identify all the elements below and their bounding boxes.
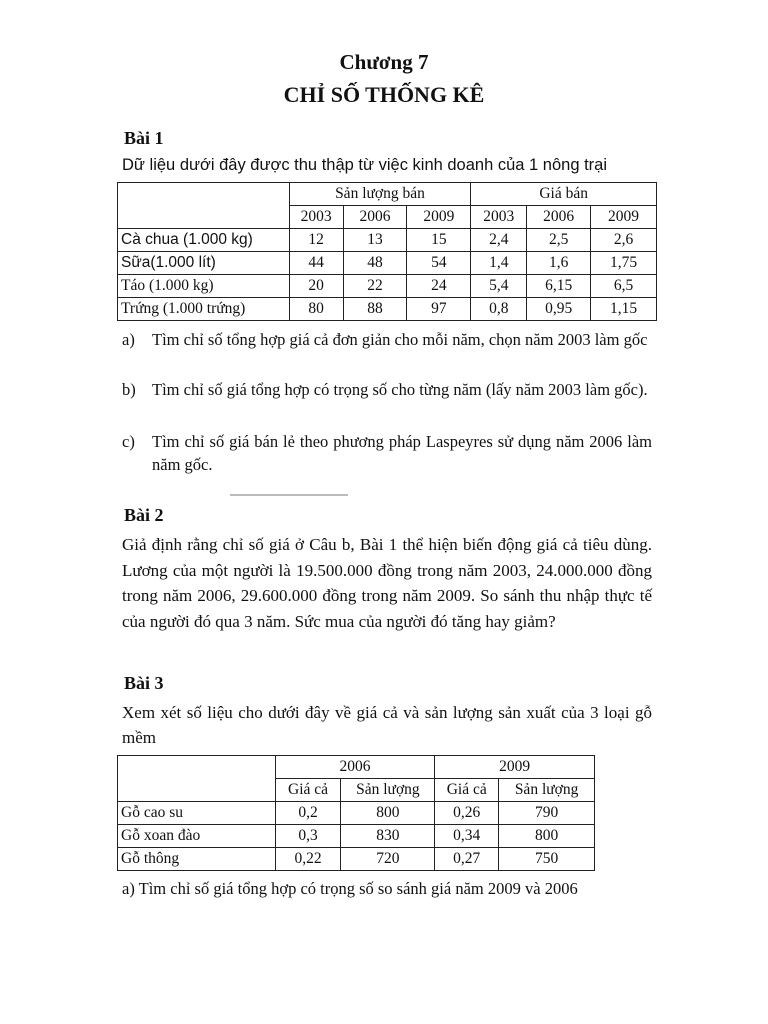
table-cell: 80 bbox=[289, 298, 343, 321]
table-cell: 22 bbox=[343, 275, 407, 298]
bai1-question-c bbox=[122, 430, 652, 476]
question-label: b) bbox=[122, 380, 136, 399]
table-cell: 13 bbox=[343, 229, 407, 252]
column-header: Giá cả bbox=[435, 779, 499, 802]
year-header: 2006 bbox=[343, 206, 407, 229]
table-cell: 1,6 bbox=[527, 252, 591, 275]
table-cell: 800 bbox=[341, 802, 435, 825]
table-cell: 0,8 bbox=[471, 298, 527, 321]
table-cell: 0,26 bbox=[435, 802, 499, 825]
bai1-heading: Bài 1 bbox=[124, 128, 164, 148]
table-row bbox=[118, 252, 657, 275]
year-header: 2009 bbox=[591, 206, 657, 229]
row-label: Trứng (1.000 trứng) bbox=[118, 298, 290, 321]
table-cell: 2,4 bbox=[471, 229, 527, 252]
table-row bbox=[118, 848, 595, 871]
bai3-table bbox=[117, 755, 595, 871]
bai1-question-a bbox=[122, 328, 652, 351]
bai3-question-a: a) Tìm chỉ số giá tổng hợp có trọng số so sánh giá năm 2009 và 2006 bbox=[122, 879, 578, 898]
year-header: 2003 bbox=[471, 206, 527, 229]
bai1-intro: Dữ liệu dưới đây được thu thập từ việc kinh doanh của 1 nông trại bbox=[122, 156, 608, 174]
bai3-intro: Xem xét số liệu cho dưới đây về giá cả và sản lượng sản xuất của 3 loại gỗ mềm bbox=[122, 703, 652, 747]
table-cell: 1,15 bbox=[591, 298, 657, 321]
bai2-heading: Bài 2 bbox=[124, 505, 164, 525]
table-cell: 5,4 bbox=[471, 275, 527, 298]
question-label: c) bbox=[122, 432, 135, 451]
column-header: Giá cả bbox=[275, 779, 341, 802]
table-cell: 0,34 bbox=[435, 825, 499, 848]
table-cell: 1,4 bbox=[471, 252, 527, 275]
table-cell: 0,3 bbox=[275, 825, 341, 848]
bai1-question-b bbox=[122, 378, 652, 401]
column-header: Sản lượng bbox=[341, 779, 435, 802]
table-cell: 0,22 bbox=[275, 848, 341, 871]
row-label: Cà chua (1.000 kg) bbox=[118, 229, 290, 252]
table-cell: 720 bbox=[341, 848, 435, 871]
table-cell: 2,6 bbox=[591, 229, 657, 252]
table-cell: 24 bbox=[407, 275, 471, 298]
year-header: 2006 bbox=[527, 206, 591, 229]
table-cell: 1,75 bbox=[591, 252, 657, 275]
table-row bbox=[118, 298, 657, 321]
table-row bbox=[118, 229, 657, 252]
group-header-2009: 2009 bbox=[435, 756, 595, 779]
row-label: Gỗ thông bbox=[118, 848, 276, 871]
year-header: 2003 bbox=[289, 206, 343, 229]
question-label: a) bbox=[122, 330, 135, 349]
table-cell: 0,27 bbox=[435, 848, 499, 871]
row-label: Táo (1.000 kg) bbox=[118, 275, 290, 298]
table-cell: 48 bbox=[343, 252, 407, 275]
question-text: Tìm chỉ số tổng hợp giá cả đơn giản cho mỗi năm, chọn năm 2003 làm gốc bbox=[152, 330, 648, 349]
table-row bbox=[118, 275, 657, 298]
bai2-text: Giả định rằng chỉ số giá ở Câu b, Bài 1 thể hiện biến động giá cả tiêu dùng. Lương của một người là 19.500.000 đồng trong năm 2003, 24.000.000 đồng trong năm 2006, 29.600.000 đồng trong năm 2009. So sánh thu nhập thực tế của người đó qua 3 năm. Sức mua của người đó tăng hay giảm? bbox=[122, 535, 652, 631]
table-cell: 800 bbox=[499, 825, 595, 848]
section-divider bbox=[230, 494, 348, 496]
chapter-title: CHỈ SỐ THỐNG KÊ bbox=[283, 82, 485, 107]
bai1-table bbox=[117, 182, 657, 321]
table-cell: 750 bbox=[499, 848, 595, 871]
table-cell: 2,5 bbox=[527, 229, 591, 252]
row-label: Gỗ cao su bbox=[118, 802, 276, 825]
table-cell: 12 bbox=[289, 229, 343, 252]
row-label: Gỗ xoan đào bbox=[118, 825, 276, 848]
table-row bbox=[118, 802, 595, 825]
table-cell: 15 bbox=[407, 229, 471, 252]
table-corner-cell bbox=[118, 183, 290, 229]
table-cell: 97 bbox=[407, 298, 471, 321]
chapter-label: Chương 7 bbox=[339, 50, 429, 74]
bai3-heading: Bài 3 bbox=[124, 673, 164, 693]
question-text: Tìm chỉ số giá tổng hợp có trọng số cho từng năm (lấy năm 2003 làm gốc). bbox=[152, 380, 648, 399]
table-cell: 790 bbox=[499, 802, 595, 825]
question-text: Tìm chỉ số giá bán lẻ theo phương pháp Laspeyres sử dụng năm 2006 làm năm gốc. bbox=[152, 432, 652, 474]
table-cell: 6,5 bbox=[591, 275, 657, 298]
column-header: Sản lượng bbox=[499, 779, 595, 802]
table-cell: 0,2 bbox=[275, 802, 341, 825]
group-header-quantity: Sản lượng bán bbox=[289, 183, 471, 206]
table-cell: 6,15 bbox=[527, 275, 591, 298]
table-cell: 44 bbox=[289, 252, 343, 275]
table-cell: 88 bbox=[343, 298, 407, 321]
table-cell: 20 bbox=[289, 275, 343, 298]
row-label: Sữa(1.000 lít) bbox=[118, 252, 290, 275]
table-cell: 54 bbox=[407, 252, 471, 275]
table-cell: 0,95 bbox=[527, 298, 591, 321]
table-cell: 830 bbox=[341, 825, 435, 848]
table-row bbox=[118, 825, 595, 848]
table-corner-cell bbox=[118, 756, 276, 802]
group-header-2006: 2006 bbox=[275, 756, 435, 779]
year-header: 2009 bbox=[407, 206, 471, 229]
group-header-price: Giá bán bbox=[471, 183, 657, 206]
